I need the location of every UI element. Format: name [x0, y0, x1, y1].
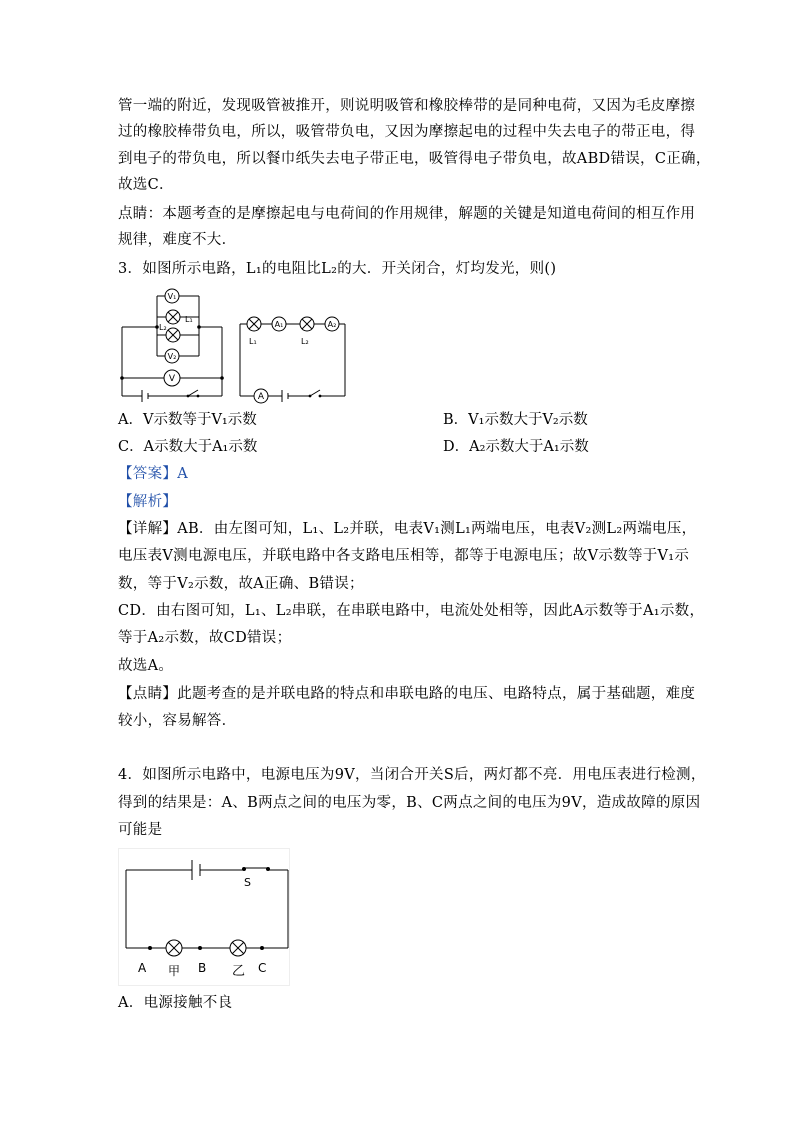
q4-switch-label: S — [244, 876, 251, 889]
q4-point-b: B — [198, 961, 207, 975]
q3-figure-left — [118, 284, 230, 402]
q4-stem-line: 4．如图所示电路中，电源电压为9V，当闭合开关S后，两灯都不亮．用电压表进行检测， — [118, 767, 706, 783]
q3-right-a-label: A — [257, 392, 265, 402]
q3-left-v2-label: V₂ — [167, 352, 177, 361]
text-line: 故选C． — [118, 177, 174, 193]
q3-detail-line: 较小，容易解答． — [118, 713, 237, 729]
q4-figure — [118, 848, 290, 986]
q3-detail-line: 数，等于V₂示数，故A正确、B错误； — [118, 576, 364, 592]
q3-left-v1-label: V₁ — [167, 292, 177, 301]
q3-detail-line: 故选A。 — [118, 658, 174, 674]
q3-detail-line: 【点睛】此题考查的是并联电路的特点和串联电路的电压、电路特点，属于基础题，难度 — [118, 686, 696, 702]
q4-stem-line: 可能是 — [118, 822, 163, 838]
q3-left-v-label: V — [168, 374, 176, 384]
text-line: 到电子的带负电，所以餐巾纸失去电子带正电，吸管得电子带负电，故ABD错误，C正确， — [118, 151, 711, 167]
q3-figure-right — [240, 308, 350, 402]
text-line: 规律，难度不大． — [118, 232, 237, 248]
q3-detail-line: 电压表V测电源电压，并联电路中各支路电压相等，都等于电源电压；故V示数等于V₁示 — [118, 548, 690, 564]
q3-option-d: D．A₂示数大于A₁示数 — [443, 439, 589, 455]
q4-lamp-yi: 乙 — [232, 964, 246, 979]
text-line: 点睛：本题考查的是摩擦起电与电荷间的作用规律，解题的关键是知道电荷间的相互作用 — [118, 206, 696, 222]
q3-right-l2-label: L₂ — [301, 337, 309, 346]
text-line: 管一端的附近，发现吸管被推开，则说明吸管和橡胶棒带的是同种电荷，又因为毛皮摩擦 — [118, 98, 696, 114]
q3-detail-line: 【详解】AB．由左图可知，L₁、L₂并联，电表V₁测L₁两端电压，电表V₂测L₂两端电压， — [118, 521, 697, 537]
q4-option-a: A．电源接触不良 — [118, 995, 233, 1011]
q3-right-a1-label: A₁ — [274, 320, 284, 329]
q3-left-l2-label: L₂ — [159, 323, 167, 332]
q3-detail-line: 等于A₂示数，故CD错误； — [118, 630, 292, 646]
q3-left-l1-label: L₁ — [185, 315, 193, 324]
q3-right-a2-label: A₂ — [327, 320, 337, 329]
q4-stem-line: 得到的结果是：A、B两点之间的电压为零，B、C两点之间的电压为9V，造成故障的原因 — [118, 795, 701, 811]
q3-detail-line: CD．由右图可知，L₁、L₂串联，在串联电路中，电流处处相等，因此A示数等于A₁示数， — [118, 603, 705, 619]
q4-lamp-jia: 甲 — [168, 964, 181, 978]
q3-right-l1-label: L₁ — [249, 337, 257, 346]
q3-analysis-tag: 【解析】 — [118, 494, 178, 510]
q3-option-c: C．A示数大于A₁示数 — [118, 439, 258, 455]
q3-option-a: A．V示数等于V₁示数 — [118, 412, 257, 428]
q3-option-b: B．V₁示数大于V₂示数 — [443, 412, 588, 428]
q4-point-c: C — [258, 961, 267, 975]
q3-answer: 【答案】A — [118, 466, 188, 482]
q4-point-a: A — [138, 961, 147, 975]
q3-stem: 3．如图所示电路，L₁的电阻比L₂的大．开关闭合，灯均发光，则() — [118, 261, 557, 277]
text-line: 过的橡胶棒带负电，所以，吸管带负电，又因为摩擦起电的过程中失去电子的带正电，得 — [118, 124, 696, 140]
